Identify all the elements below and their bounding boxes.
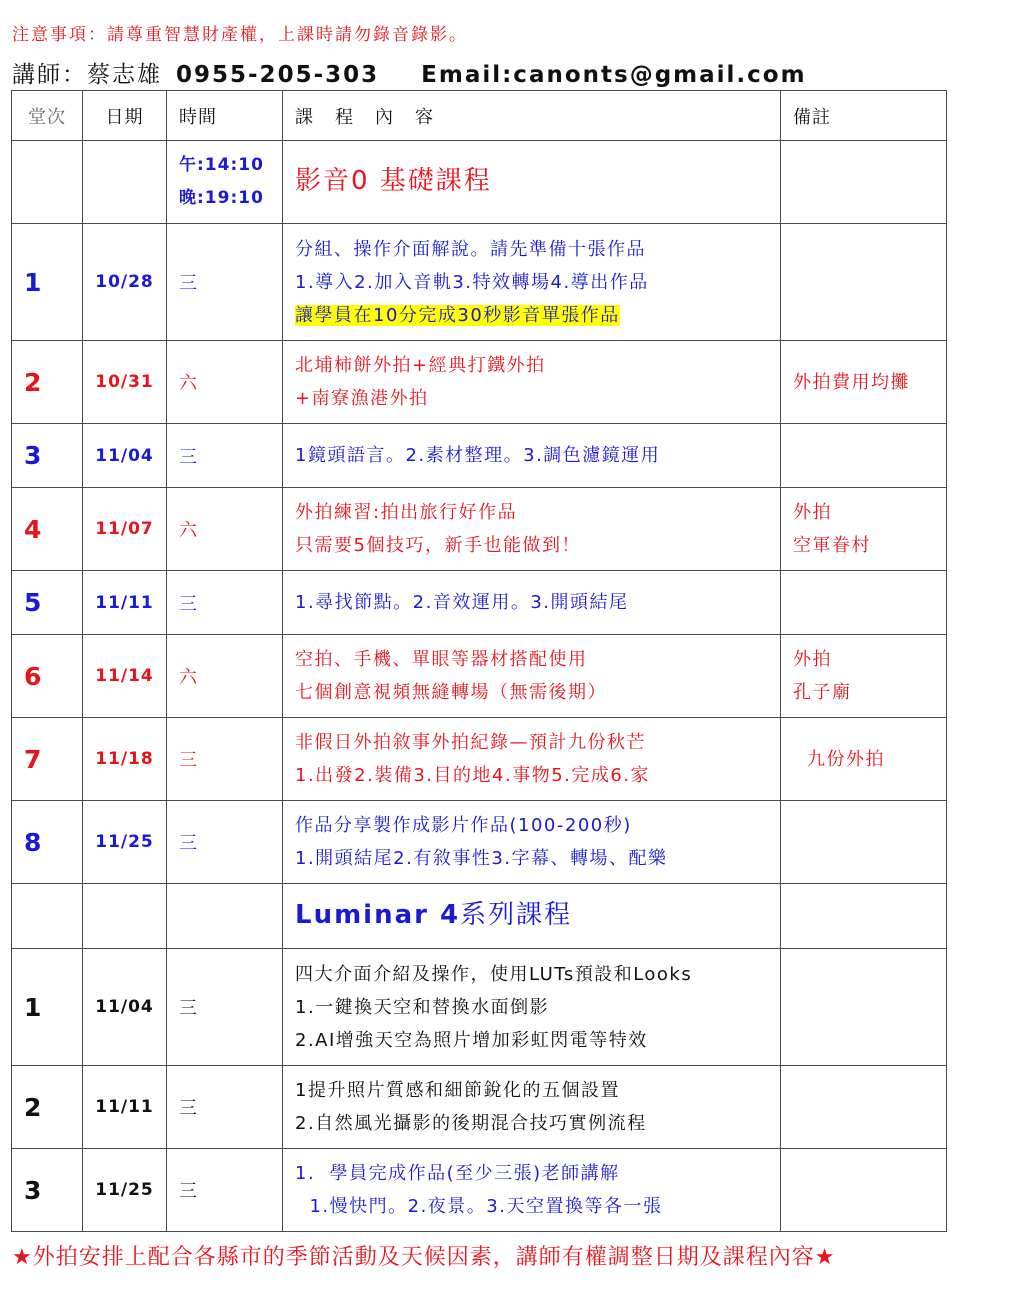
session-date: 11/18 (83, 718, 167, 801)
header-time: 時間 (167, 91, 283, 141)
table-row (12, 1149, 947, 1232)
section-title-luminar-a: Luminar 4 (295, 899, 461, 930)
table-row (12, 1066, 947, 1149)
session-number: 8 (12, 801, 83, 884)
header-session: 堂次 (12, 91, 83, 141)
session-number: 5 (12, 571, 83, 635)
header-date: 日期 (83, 91, 167, 141)
table-row (12, 224, 947, 341)
session-number: 4 (12, 488, 83, 571)
session-date: 11/25 (83, 1149, 167, 1232)
section-title-luminar-b: 系列課程 (460, 899, 573, 930)
session-note: 外拍 空軍眷村 (781, 488, 947, 571)
session-content: 非假日外拍敘事外拍紀錄—預計九份秋芒 1.出發2.裝備3.目的地4.事物5.完成6.家 (283, 718, 781, 801)
session-day: 三 (167, 718, 283, 801)
session-date: 11/25 (83, 801, 167, 884)
section-title-basic: 影音0 基礎課程 (295, 165, 492, 196)
session-content: 北埔柿餅外拍+經典打鐵外拍 +南寮漁港外拍 (283, 341, 781, 424)
session-date: 10/31 (83, 341, 167, 424)
session-date: 11/04 (83, 424, 167, 488)
teacher-info (12, 56, 807, 89)
session-day: 三 (167, 224, 283, 341)
table-row (12, 949, 947, 1066)
session-day: 三 (167, 1149, 283, 1232)
header-note: 備註 (781, 91, 947, 141)
session-day: 六 (167, 488, 283, 571)
session-content: 1提升照片質感和細節銳化的五個設置 2.自然風光攝影的後期混合技巧實例流程 (283, 1066, 781, 1149)
table-row (12, 488, 947, 571)
session-note: 外拍 孔子廟 (781, 635, 947, 718)
table-row (12, 341, 947, 424)
session-date: 11/07 (83, 488, 167, 571)
session-number: 7 (12, 718, 83, 801)
session-number: 1 (12, 224, 83, 341)
session-number: 2 (12, 1066, 83, 1149)
session-number: 1 (12, 949, 83, 1066)
session-day: 三 (167, 571, 283, 635)
session-content: 分組、操作介面解說。請先準備十張作品 1.導入2.加入音軌3.特效轉場4.導出作品 讓學員在10分完成30秒影音單張作品 (283, 224, 781, 341)
section-row-basic (12, 141, 947, 224)
table-row (12, 801, 947, 884)
table-row (12, 424, 947, 488)
session-date: 11/04 (83, 949, 167, 1066)
session-content: 作品分享製作成影片作品(100-200秒) 1.開頭結尾2.有敘事性3.字幕、轉場、配樂 (283, 801, 781, 884)
table-row (12, 635, 947, 718)
session-date: 11/11 (83, 571, 167, 635)
session-day: 六 (167, 635, 283, 718)
course-schedule-table (11, 90, 947, 1232)
session-day: 三 (167, 949, 283, 1066)
session-number: 3 (12, 424, 83, 488)
header-content: 課 程 內 容 (283, 91, 781, 141)
teacher-name: 講師：蔡志雄 (12, 62, 162, 88)
session-date: 10/28 (83, 224, 167, 341)
session-day: 三 (167, 801, 283, 884)
session-day: 六 (167, 341, 283, 424)
session-day: 三 (167, 1066, 283, 1149)
time-evening: 晚:19:10 (179, 188, 264, 208)
session-date: 11/14 (83, 635, 167, 718)
session-content: 1.尋找節點。2.音效運用。3.開頭結尾 (283, 571, 781, 635)
session-content: 1鏡頭語言。2.素材整理。3.調色濾鏡運用 (283, 424, 781, 488)
session-number: 3 (12, 1149, 83, 1232)
table-row (12, 718, 947, 801)
session-note: 外拍費用均攤 (781, 341, 947, 424)
notice-text: 注意事項：請尊重智慧財產權，上課時請勿錄音錄影。 (12, 25, 468, 45)
table-row (12, 571, 947, 635)
session-content: 外拍練習:拍出旅行好作品 只需要5個技巧，新手也能做到！ (283, 488, 781, 571)
session-note: 九份外拍 (781, 718, 947, 801)
table-header-row (12, 91, 947, 141)
time-afternoon: 午:14:10 (179, 155, 264, 175)
session-day: 三 (167, 424, 283, 488)
session-content: 空拍、手機、單眼等器材搭配使用 七個創意視頻無縫轉場（無需後期） (283, 635, 781, 718)
footer-disclaimer: ★外拍安排上配合各縣市的季節活動及天候因素，講師有權調整日期及課程內容★ (12, 1245, 836, 1270)
highlighted-goal: 讓學員在10分完成30秒影音單張作品 (295, 304, 620, 326)
teacher-email: Email:canonts@gmail.com (421, 62, 807, 88)
session-number: 6 (12, 635, 83, 718)
session-content: 四大介面介紹及操作，使用LUTs預設和Looks 1.一鍵換天空和替換水面倒影 2.AI增強天空為照片增加彩虹閃電等特效 (283, 949, 781, 1066)
session-number: 2 (12, 341, 83, 424)
teacher-phone: 0955-205-303 (176, 62, 380, 88)
session-content: 1. 學員完成作品(至少三張)老師講解 1.慢快門。2.夜景。3.天空置換等各一張 (283, 1149, 781, 1232)
class-times (167, 141, 283, 224)
session-date: 11/11 (83, 1066, 167, 1149)
section-row-luminar (12, 884, 947, 949)
